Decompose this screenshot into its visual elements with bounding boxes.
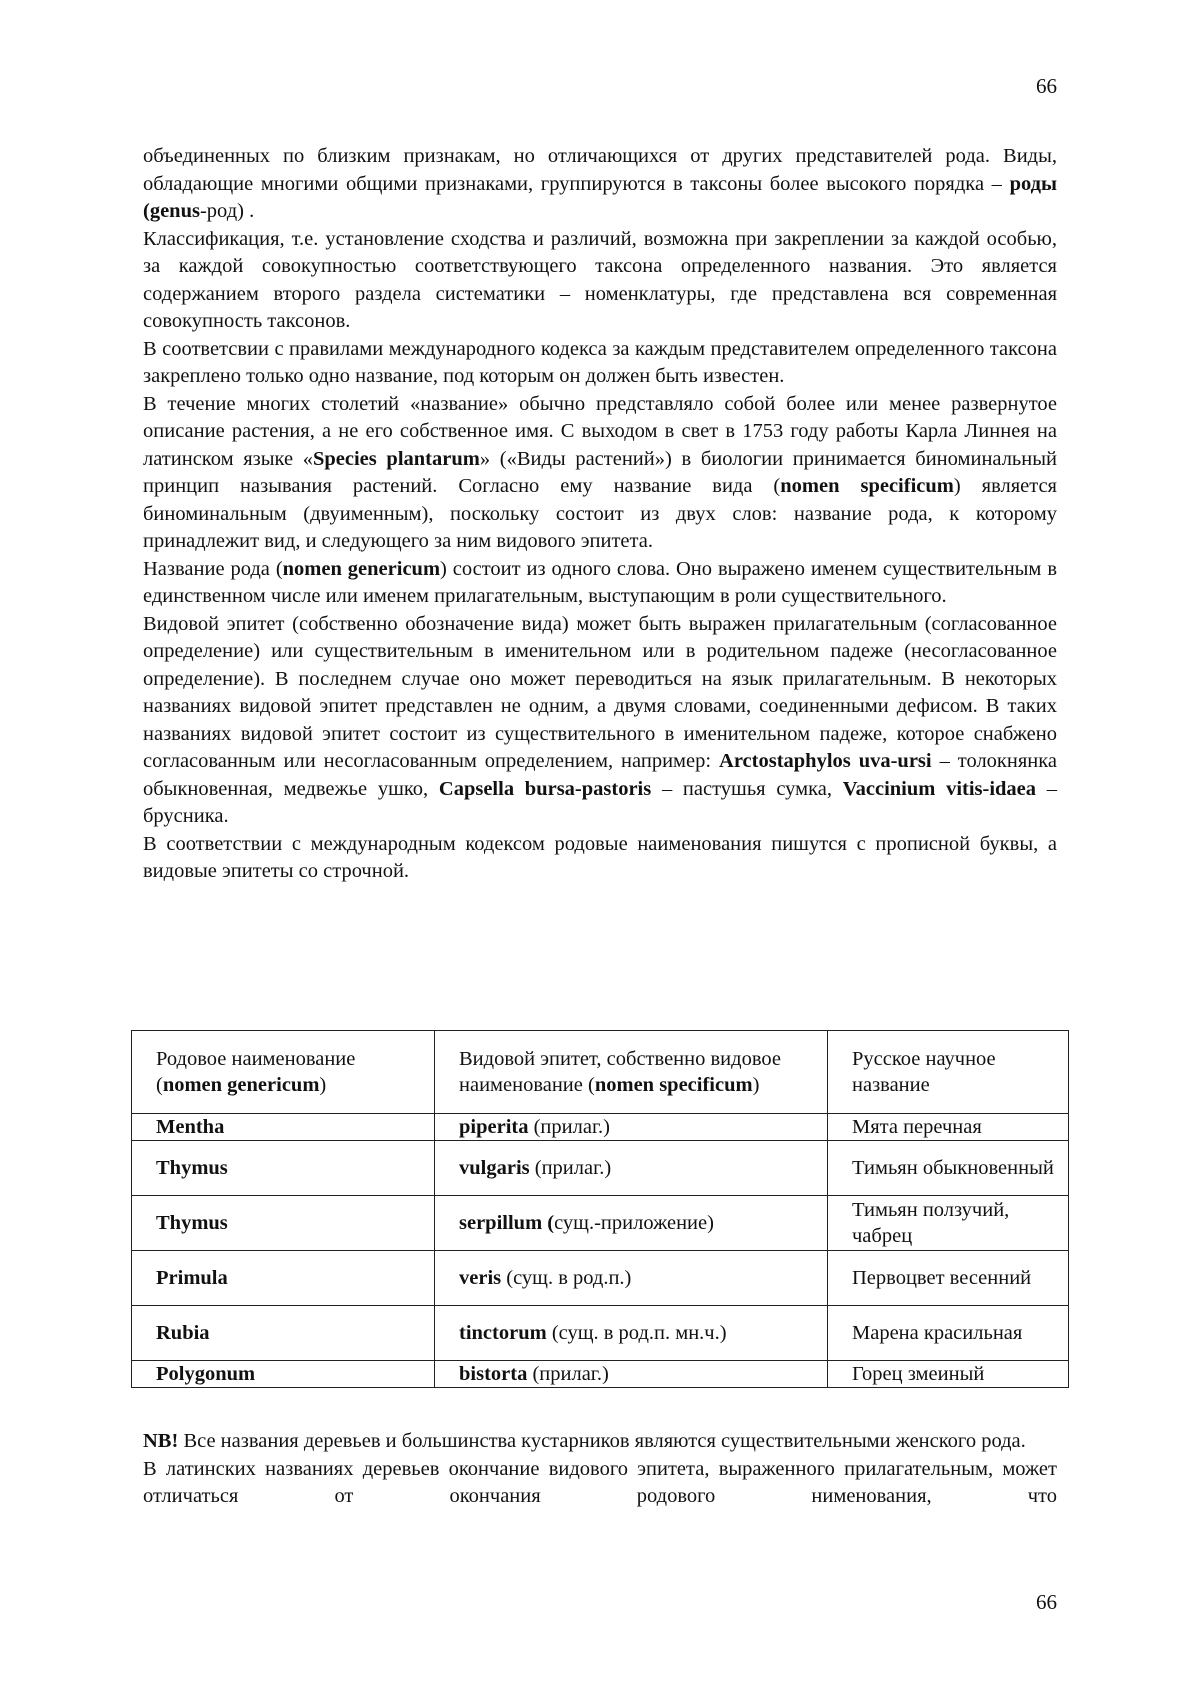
epithet-cell [435, 1251, 828, 1306]
text-run: – пастушья сумка, [651, 777, 843, 800]
nb-paragraph [143, 1428, 1057, 1456]
epithet: tinctorum [459, 1322, 547, 1344]
header-genus [132, 1031, 435, 1114]
nb-text: Все названия деревьев и большинства кустарников являются существительными женского рода. [178, 1430, 1026, 1452]
page-number-top: 66 [1036, 74, 1057, 98]
epithet-note: (сущ. в род.п.) [501, 1267, 632, 1289]
paragraph-2: Классификация, т.е. установление сходства и различий, возможна при закреплении за каждой особью, за каждой совокупностью соответствующего таксона определенного названия. Это является содержанием второго раздела систематики – номенклатуры, где представлена вся современная совокупность таксонов. [143, 227, 1057, 332]
bold-term: роды (genus [143, 172, 1057, 222]
russian-cell: Тимьян обыкновенный [828, 1141, 1069, 1196]
table-row [132, 1196, 1069, 1251]
paragraph-4 [143, 391, 1057, 556]
epithet-note: (прилаг.) [529, 1157, 612, 1179]
paragraph-3: В соответсвии с правилами международного кодекса за каждым представителем определенного таксона закреплено только одно название, под которым он должен быть известен. [143, 337, 1057, 387]
header-text: Видовой эпитет, собственно видовое наименование ( [459, 1048, 781, 1096]
paragraph-6 [143, 611, 1057, 831]
table-row [132, 1306, 1069, 1361]
genus-cell: Mentha [132, 1114, 435, 1141]
epithet: veris [459, 1267, 502, 1289]
epithet: bistorta [459, 1363, 528, 1385]
table-row [132, 1114, 1069, 1141]
table-header-row [132, 1031, 1069, 1114]
genus-cell: Polygonum [132, 1361, 435, 1388]
bold-term: nomen specificum [780, 475, 954, 497]
text-run: Название рода ( [143, 557, 283, 580]
header-epithet [435, 1031, 828, 1114]
epithet: piperita [459, 1116, 529, 1138]
epithet-cell [435, 1114, 828, 1141]
epithet-note: сущ.-приложение) [554, 1212, 714, 1234]
epithet-cell [435, 1196, 828, 1251]
table-row [132, 1361, 1069, 1388]
bold-term: Capsella bursa-pastoris [438, 777, 652, 800]
bold-term: Vaccinium vitis-idaea [842, 777, 1037, 800]
after-table-text [143, 1428, 1057, 1511]
russian-cell: Тимьян ползучий, чабрец [828, 1196, 1069, 1251]
epithet: vulgaris [459, 1157, 530, 1179]
genus-cell: Thymus [132, 1196, 435, 1251]
epithet-cell [435, 1141, 828, 1196]
text-run: -род) . [199, 200, 255, 222]
epithet: serpillum ( [459, 1212, 555, 1234]
header-russian: Русское научное название [828, 1031, 1069, 1114]
bold-term: Species plantarum [312, 447, 480, 470]
nomenclature-table [131, 1030, 1069, 1388]
genus-cell: Rubia [132, 1306, 435, 1361]
text-run: В течение многих столетий «название» обычно представляло собой более или менее развернутое описание растения, а не его собственное имя. С выходом в свет в 1753 году работы Карла Линнея на латинском языке « [143, 392, 1057, 470]
epithet-note: (прилаг.) [527, 1363, 609, 1385]
page-number-bottom: 66 [1036, 1590, 1057, 1614]
header-text: ) [752, 1074, 760, 1096]
header-bold: nomen specificum [594, 1074, 753, 1096]
table-row [132, 1251, 1069, 1306]
bold-term: Arctostaphylos uva-ursi [719, 750, 932, 772]
text-run: ) состоит из одного слова. Оно выражено именем существительным в единственном числе или именем прилагательным, выступающим в роли существительного. [143, 557, 1057, 607]
genus-cell: Thymus [132, 1141, 435, 1196]
text-run: – толокнянка обыкновенная, медвежье ушко, [143, 750, 1058, 800]
russian-cell: Марена красильная [828, 1306, 1069, 1361]
paragraph-1 [143, 143, 1057, 226]
paragraph-7: В соответствии с международным кодексом родовые наименования пишутся с прописной буквы, а видовые эпитеты со строчной. [143, 832, 1057, 882]
paragraph-9: В латинских названиях деревьев окончание видового эпитета, выраженного прилагательным, может отличаться от окончания родового нименования, что [143, 1457, 1057, 1507]
body-text [143, 143, 1057, 886]
text-run: » («Виды растений») в биологии принимается биноминальный принцип называния растений. Согласно ему название вида ( [143, 447, 1057, 497]
text-run: – брусника. [143, 777, 1058, 827]
epithet-cell [435, 1306, 828, 1361]
russian-cell: Первоцвет весенний [828, 1251, 1069, 1306]
epithet-note: (прилаг.) [528, 1116, 610, 1138]
bold-term: nomen genericum [282, 557, 441, 580]
text-run: ) является биноминальным (двуименным), поскольку состоит из двух слов: название рода, к которому принадлежит вид, и следующего за ним видового эпитета. [143, 475, 1057, 552]
header-text: ) [319, 1074, 327, 1096]
russian-cell: Горец змеиный [828, 1361, 1069, 1388]
russian-cell: Мята перечная [828, 1114, 1069, 1141]
epithet-note: (сущ. в род.п. мн.ч.) [546, 1322, 727, 1344]
nb-label: NB! [143, 1430, 179, 1452]
paragraph-5 [143, 556, 1057, 611]
epithet-cell [435, 1361, 828, 1388]
text-run: Видовой эпитет (собственно обозначение вида) может быть выражен прилагательным (согласованное определение) или существительным в именительном или в родительном падеже (несогласованное определение). В последнем случае оно может переводиться на язык прилагательным. В некоторых названиях видовой эпитет представлен не одним, а двумя словами, соединенными дефисом. В таких названиях видовой эпитет состоит из существительного в именительном падеже, которое снабжено согласованным или несогласованным определением, например: [143, 612, 1057, 772]
header-text: Родовое наименование ( [156, 1048, 356, 1096]
header-bold: nomen genericum [162, 1074, 320, 1096]
table-row [132, 1141, 1069, 1196]
text-run: объединенных по близким признакам, но отличающихся от других представителей рода. Виды, обладающие многими общими признаками, группируются в таксоны более высокого порядка – [143, 145, 1057, 195]
genus-cell: Primula [132, 1251, 435, 1306]
